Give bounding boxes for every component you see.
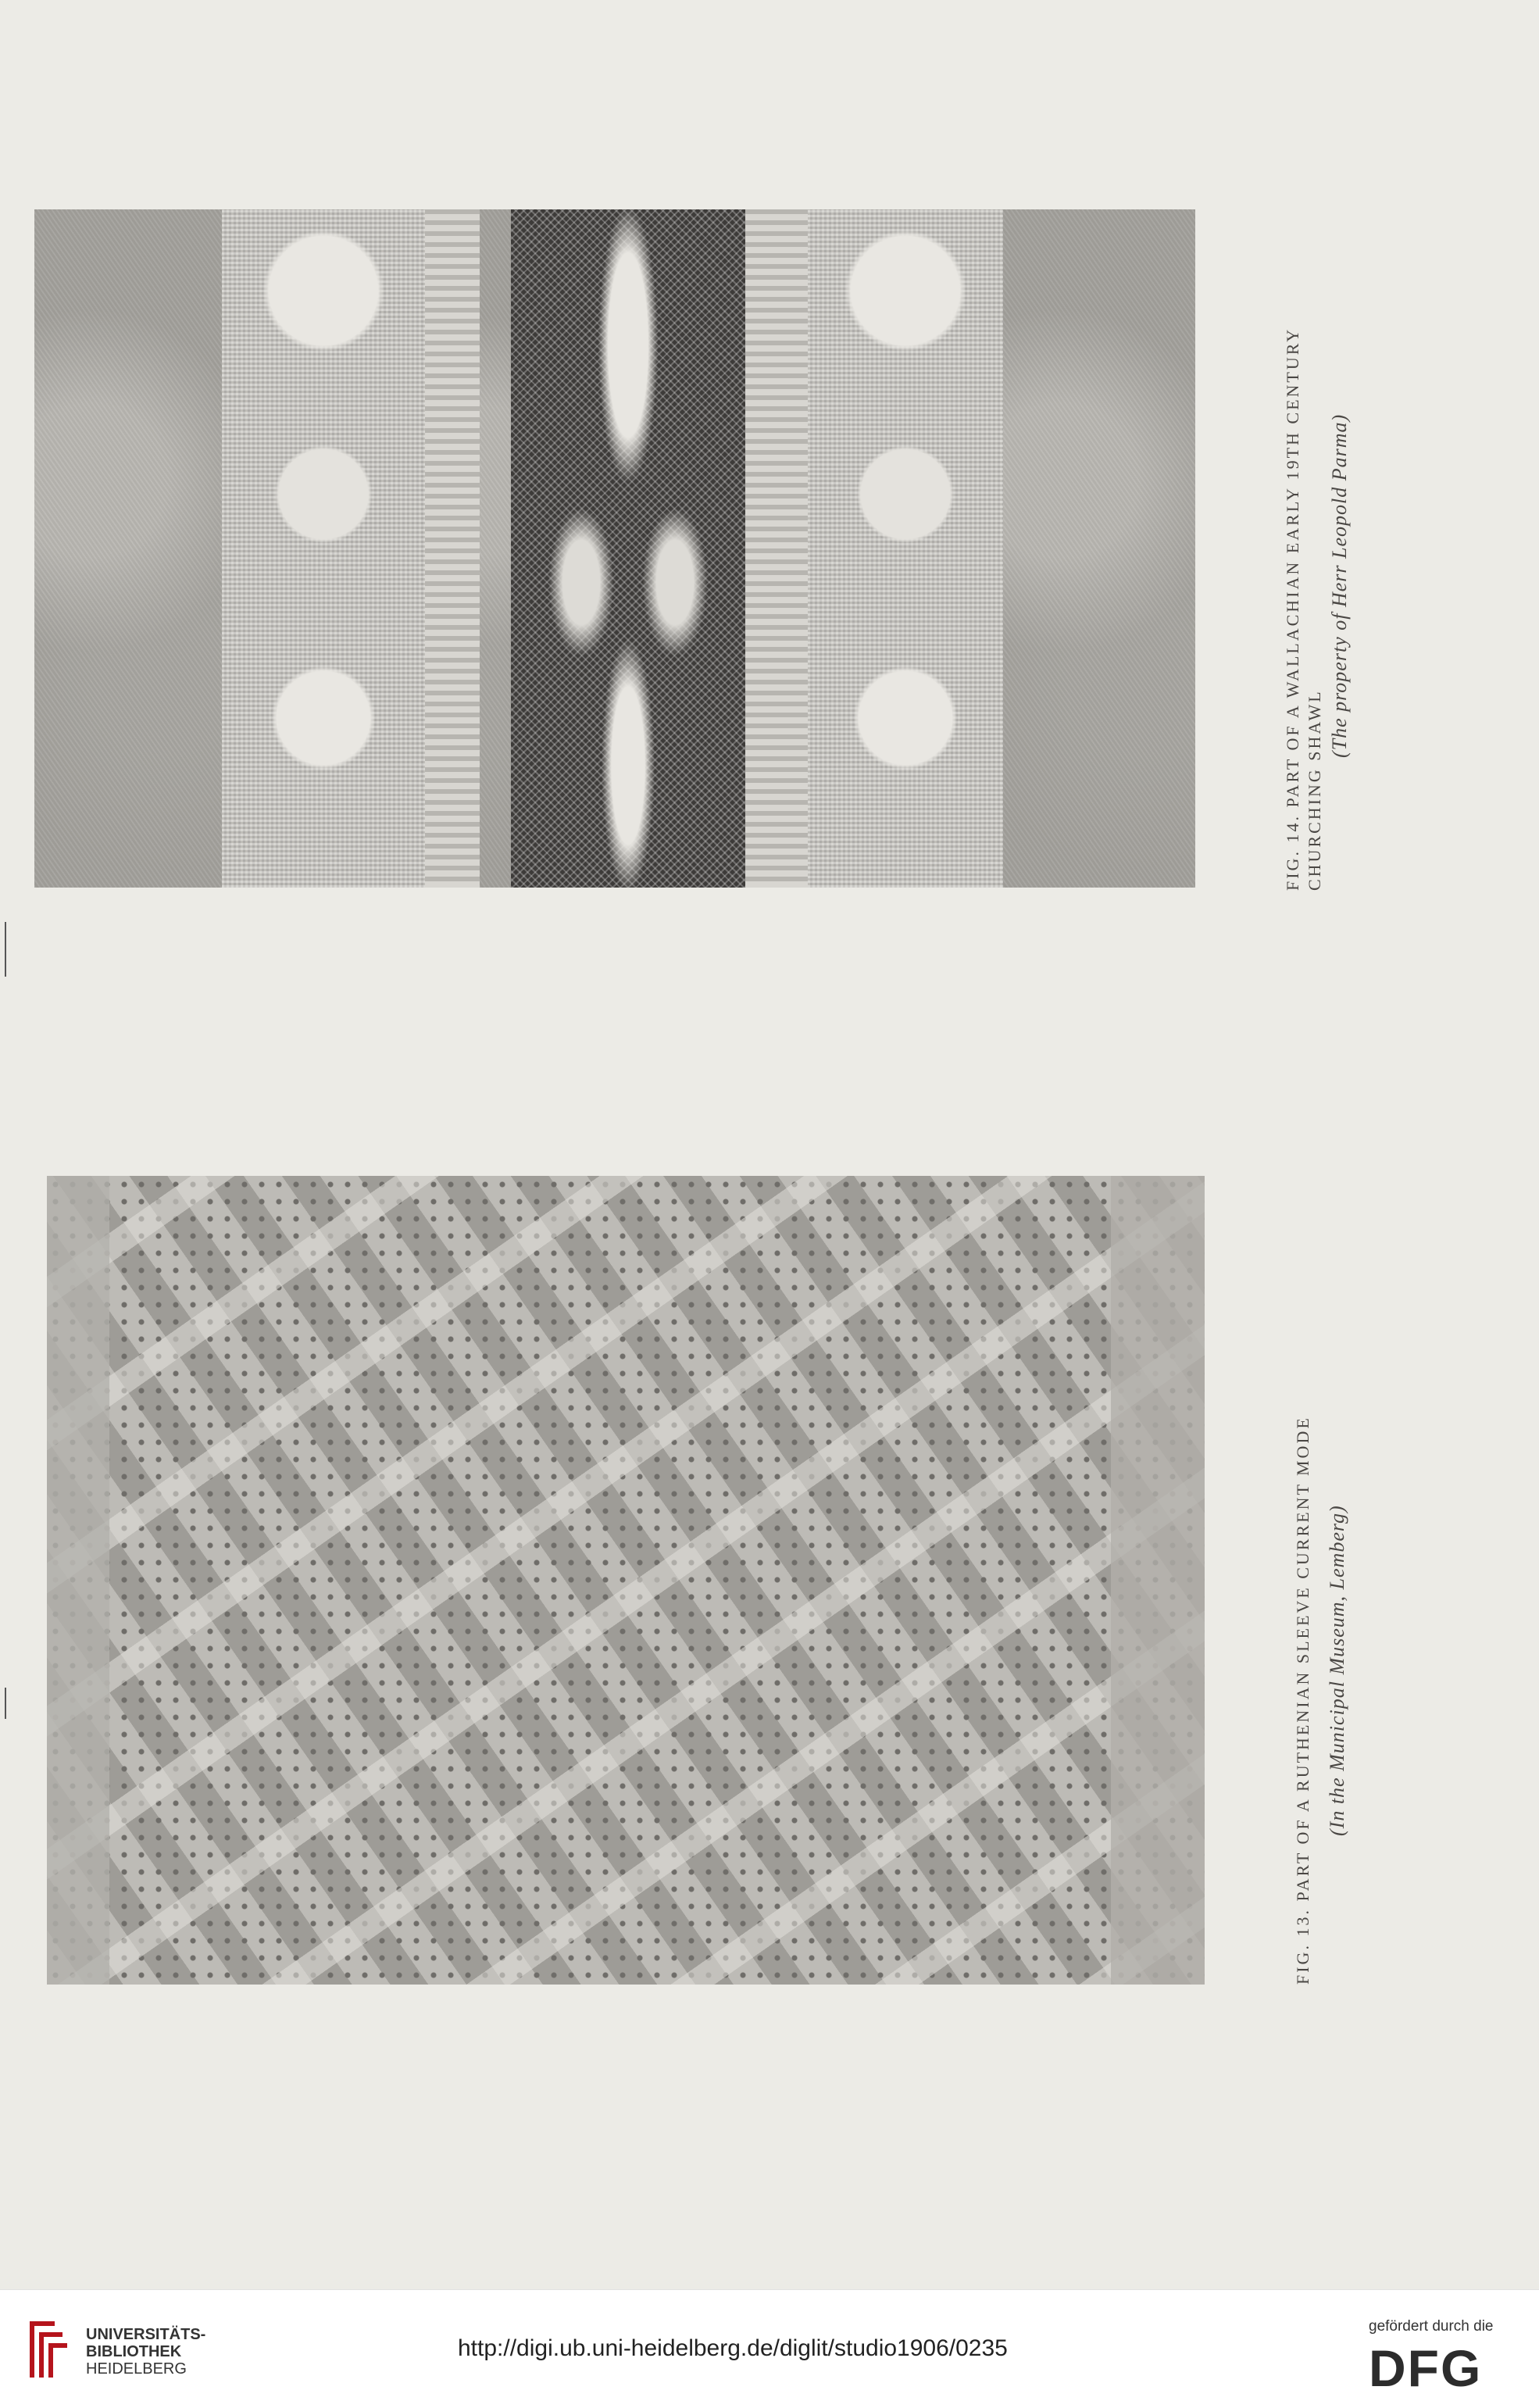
caption-title: FIG. 13. PART OF A RUTHENIAN SLEEVE CURRENT MODE bbox=[1293, 1416, 1312, 1985]
library-line: UNIVERSITÄTS- bbox=[86, 2326, 206, 2343]
embroidery-band bbox=[808, 209, 1003, 888]
border-stripe bbox=[425, 209, 480, 888]
caption-title: FIG. 14. PART OF A WALLACHIAN EARLY 19TH CENTURY bbox=[1283, 327, 1302, 891]
fabric-band bbox=[480, 209, 511, 888]
figure-13-caption bbox=[1293, 1172, 1379, 1985]
library-name[interactable] bbox=[86, 2326, 205, 2378]
permalink[interactable]: http://digi.ub.uni-heidelberg.de/diglit/studio1906/0235 bbox=[458, 2335, 1008, 2361]
dfg-logo[interactable]: DFG bbox=[1369, 2339, 1483, 2397]
caption-subtitle: CHURCHING SHAWL bbox=[1305, 689, 1324, 891]
caption-provenance: (In the Municipal Museum, Lemberg) bbox=[1326, 1505, 1348, 1836]
figure-14-photo bbox=[34, 209, 1195, 888]
fabric-edge bbox=[47, 1176, 109, 1985]
library-line: BIBLIOTHEK bbox=[86, 2343, 182, 2360]
funding-note: gefördert durch die bbox=[1369, 2318, 1494, 2335]
caption-provenance: (The property of Herr Leopold Parma) bbox=[1328, 413, 1351, 758]
binding-mark bbox=[5, 922, 6, 977]
fabric-edge bbox=[1111, 1176, 1205, 1985]
fabric-band bbox=[1003, 209, 1195, 888]
library-line: HEIDELBERG bbox=[86, 2360, 187, 2378]
embroidery-band bbox=[222, 209, 425, 888]
lace-band bbox=[511, 209, 745, 888]
fabric-band bbox=[34, 209, 222, 888]
figure-13-photo bbox=[47, 1176, 1205, 1985]
binding-mark bbox=[5, 1688, 6, 1719]
border-stripe bbox=[745, 209, 808, 888]
library-logo-icon[interactable] bbox=[23, 2315, 70, 2382]
figure-14-caption bbox=[1283, 203, 1369, 891]
digitization-footer bbox=[0, 2289, 1539, 2408]
